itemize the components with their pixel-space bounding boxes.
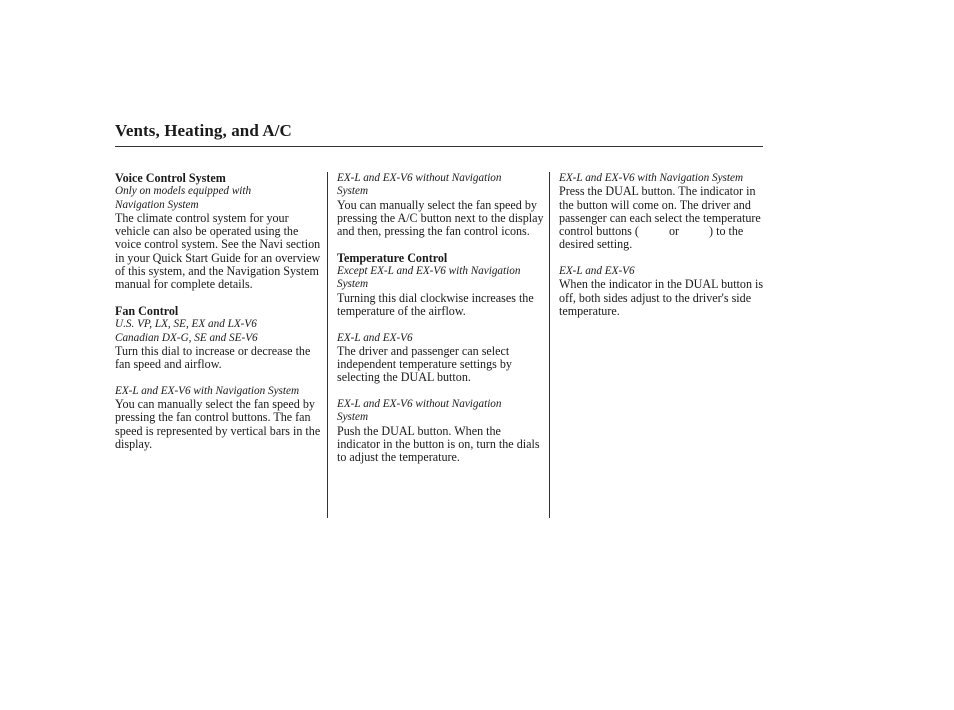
nonav-body: You can manually select the fan speed by pressing the A/C button next to the display and then, pressing the fan control icons. [337,197,544,239]
exl-dual-off-body: When the indicator in the DUAL button is off, both sides adjust to the driver's side temperature. [559,277,764,318]
nonav-note-line-1: EX-L and EX-V6 without Navigation [337,172,502,184]
exl-nonav-note-line-2: System [337,411,369,424]
nav-dual-body-or: or [668,224,680,239]
nav-dual-body [559,185,765,251]
fan-control-heading: Fan Control [115,303,179,318]
column-2 [337,172,545,465]
temperature-control-heading: Temperature Control [337,250,448,265]
exl-nonav-note-line-1: EX-L and EX-V6 without Navigation [337,398,502,411]
exl-dual-off-note: EX-L and EX-V6 [559,265,635,278]
voice-control-note-line-1: Only on models equipped with [115,185,252,198]
voice-control-heading: Voice Control System [115,171,226,185]
column-divider-2 [549,172,550,518]
voice-control-body: The climate control system for your vehicle can also be operated using the voice control system. See the Navi section in your Quick Start Guide for an overview of this system, and the Navigation System manual for complete details. [115,210,321,292]
exl-body: The driver and passenger can select independent temperature settings by selecting the DUAL button. [337,343,512,385]
title-rule [115,146,763,147]
exl-nonav-body: Push the DUAL button. When the indicator in the button is on, turn the dials to adjust the temperature. [337,423,540,465]
nonav-note-line-2: System [337,185,369,198]
fan-control-note-line-2: Canadian DX-G, SE and SE-V6 [115,331,258,344]
column-1 [115,172,323,451]
nav-dual-body-part-1: Press the DUAL button. The indicator in the button will come on. The driver and passenger can each select the temperature control buttons ( [559,184,761,239]
fan-control-note-line-1: U.S. VP, LX, SE, EX and LX-V6 [115,318,257,331]
temperature-note-line-2: System [337,278,369,291]
exl-note: EX-L and EX-V6 [337,331,413,344]
voice-control-note-line-2: Navigation System [115,198,199,211]
fan-nav-note: EX-L and EX-V6 with Navigation System [115,384,300,397]
column-3 [559,172,765,318]
fan-nav-body: You can manually select the fan speed by pressing the fan control buttons. The fan speed is represented by vertical bars in the display. [115,397,321,451]
temperature-body: Turning this dial clockwise increases the temperature of the airflow. [337,290,534,318]
fan-control-body: Turn this dial to increase or decrease the fan speed and airflow. [115,343,311,372]
temperature-note-line-1: Except EX-L and EX-V6 with Navigation [337,265,521,278]
nav-dual-body-part-2: ) to the desired setting. [559,224,744,252]
column-divider-1 [327,172,328,518]
nav-dual-note: EX-L and EX-V6 with Navigation System [559,172,744,184]
page-title: Vents, Heating, and A/C [115,121,292,140]
